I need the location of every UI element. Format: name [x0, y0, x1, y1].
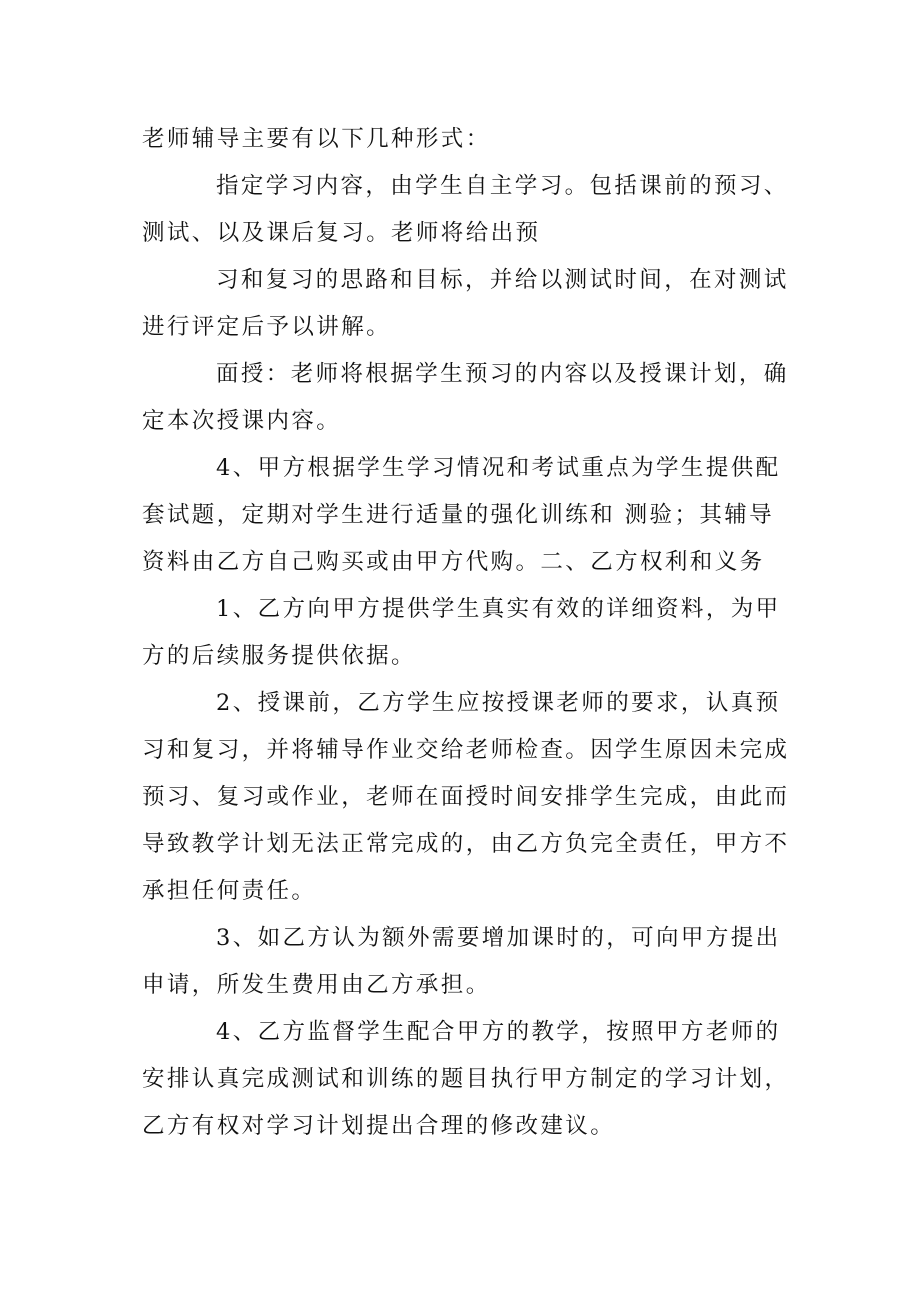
paragraph-clause-2-party-b	[142, 680, 790, 915]
paragraph-clause-4-party-b	[142, 1009, 790, 1150]
paragraph-clause-3-party-b	[142, 915, 782, 1009]
text-line: 2、授课前，乙方学生应按授课老师的要求，认真预	[216, 690, 781, 716]
text-line: 定本次授课内容。	[142, 408, 342, 434]
text-line: 测试、以及课后复习。老师将给出预	[142, 220, 541, 246]
text-line: 1、乙方向甲方提供学生真实有效的详细资料，为甲	[216, 596, 781, 622]
text-line: 预习、复习或作业，老师在面授时间安排学生完成，由此而	[142, 784, 790, 810]
text-line: 承担任何责任。	[142, 878, 317, 904]
document-body	[142, 116, 790, 1150]
text-line: 4、甲方根据学生学习情况和考试重点为学生提供配	[216, 455, 781, 481]
text-line: 习和复习，并将辅导作业交给老师检查。因学生原因未完成	[142, 737, 790, 763]
text-line: 3、如乙方认为额外需要增加课时的，可向甲方提出	[216, 925, 781, 951]
text-line: 面授：老师将根据学生预习的内容以及授课计划，确	[216, 361, 789, 387]
paragraph-self-study	[142, 163, 789, 257]
paragraph-clause-1-party-b	[142, 586, 782, 680]
paragraph-clause-4-party-a	[142, 445, 782, 586]
text-line: 4、乙方监督学生配合甲方的教学，按照甲方老师的	[216, 1019, 781, 1045]
paragraph-face-to-face	[142, 351, 789, 445]
text-line: 导致教学计划无法正常完成的，由乙方负完全责任，甲方不	[142, 831, 790, 857]
text-line: 习和复习的思路和目标，并给以测试时间，在对测试	[216, 267, 789, 293]
text-line: 进行评定后予以讲解。	[142, 314, 392, 340]
text-line: 指定学习内容，由学生自主学习。包括课前的预习、	[216, 173, 789, 199]
text-line: 老师辅导主要有以下几种形式：	[142, 126, 491, 152]
text-line: 方的后续服务提供依据。	[142, 643, 416, 669]
text-line: 申请，所发生费用由乙方承担。	[142, 972, 491, 998]
text-line: 资料由乙方自己购买或由甲方代购。二、乙方权利和义务	[142, 549, 765, 575]
paragraph-review	[142, 257, 789, 351]
text-line: 套试题，定期对学生进行适量的强化训练和 测验；其辅导	[142, 502, 775, 528]
text-line: 乙方有权对学习计划提出合理的修改建议。	[142, 1113, 616, 1139]
paragraph-intro	[142, 116, 782, 163]
text-line: 安排认真完成测试和训练的题目执行甲方制定的学习计划，	[142, 1066, 790, 1092]
